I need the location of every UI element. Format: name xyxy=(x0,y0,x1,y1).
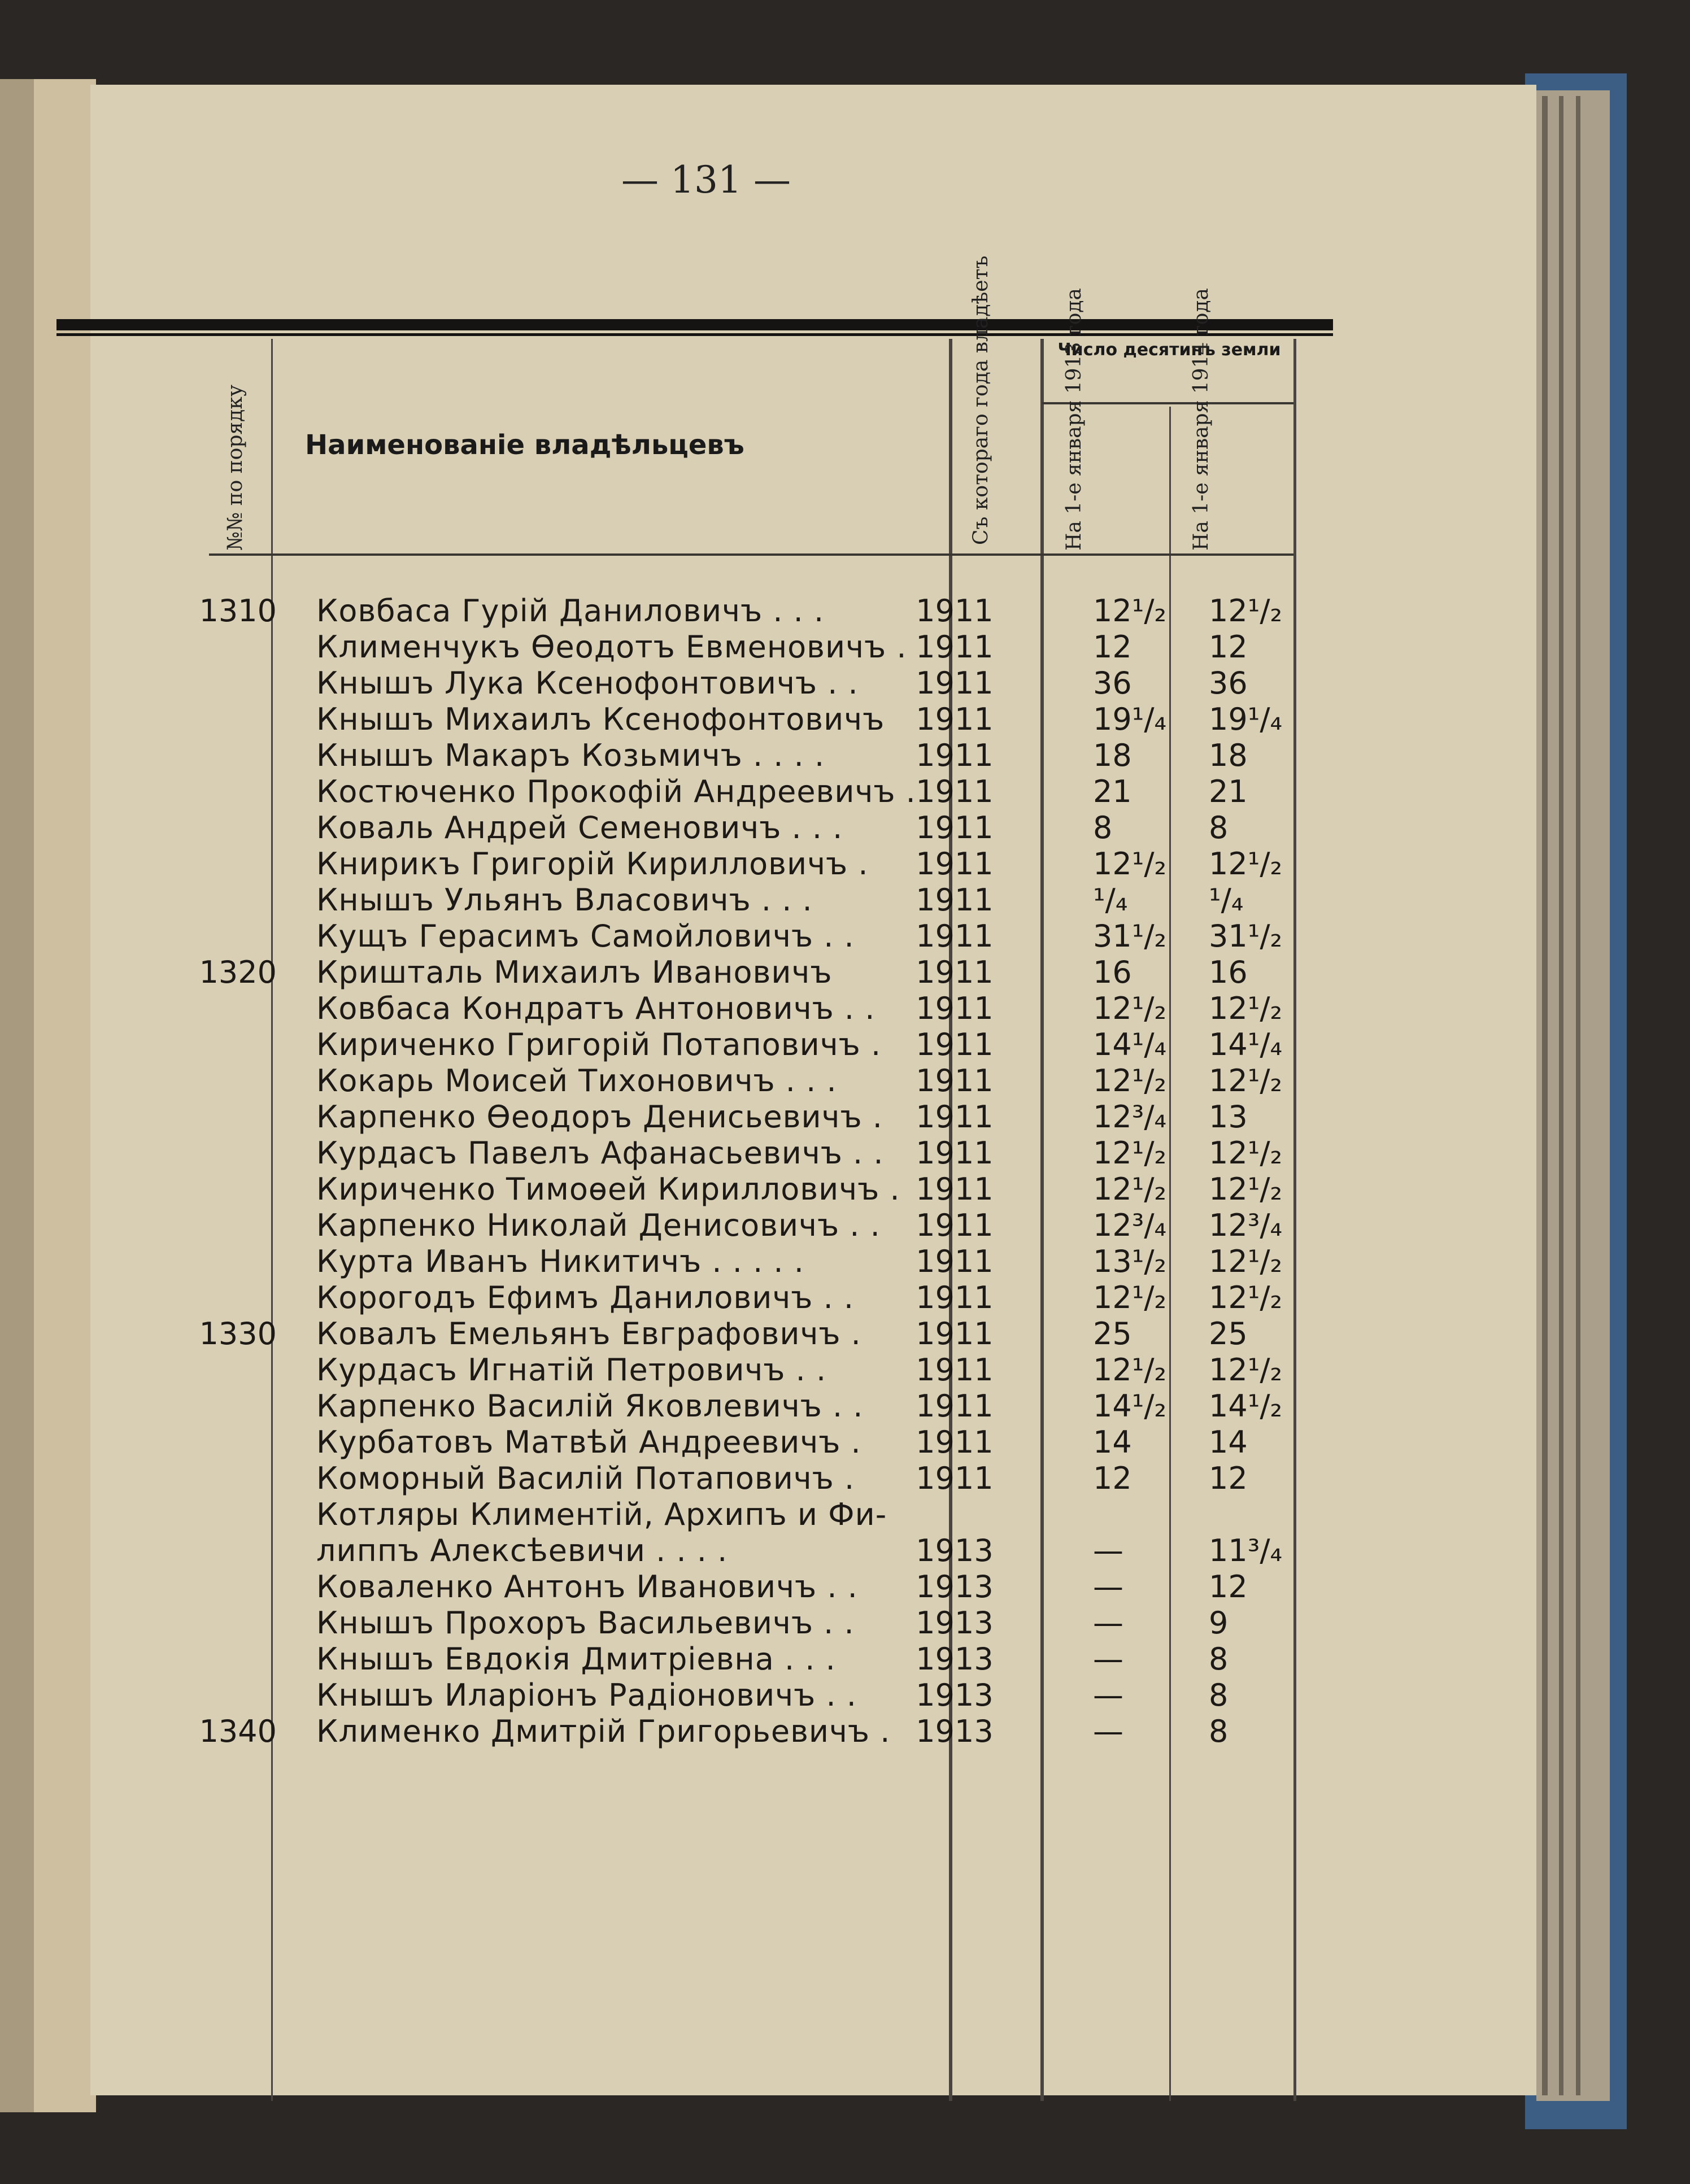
table-row xyxy=(0,1063,1446,1099)
land-1913-cell: 25 xyxy=(1093,1316,1132,1352)
header-bottom-rule xyxy=(209,553,1293,556)
year-owned-cell: 1913 xyxy=(916,1605,994,1641)
land-1914-cell: 12³/₄ xyxy=(1209,1207,1283,1243)
land-1914-cell: 12¹/₂ xyxy=(1209,991,1283,1026)
owner-name-cell: Костюченко Прокофій Андреевичъ . xyxy=(316,774,916,809)
table-row xyxy=(0,1352,1446,1388)
year-owned-cell: 1911 xyxy=(916,1388,994,1424)
table-row xyxy=(0,1714,1446,1750)
land-1913-cell: 12¹/₂ xyxy=(1093,1063,1167,1098)
table-row xyxy=(0,882,1446,918)
owner-name-cell: Курбатовъ Матвѣй Андреевичъ . xyxy=(316,1424,861,1460)
year-owned-cell: 1911 xyxy=(916,1171,994,1207)
land-1914-cell: 19¹/₄ xyxy=(1209,701,1283,737)
header-year-owned: Съ котораго года владѣетъ xyxy=(969,255,992,545)
owner-name-cell: Кокарь Моисей Тихоновичъ . . . xyxy=(316,1063,837,1098)
land-1913-cell: — xyxy=(1093,1605,1123,1641)
table-row xyxy=(0,954,1446,991)
table-row xyxy=(0,1316,1446,1352)
year-owned-cell: 1911 xyxy=(916,593,994,629)
order-number-cell: 1340 xyxy=(199,1714,277,1749)
land-1914-cell: 14 xyxy=(1209,1424,1248,1460)
owner-name-cell: Коваленко Антонъ Ивановичъ . . xyxy=(316,1569,858,1605)
table-row xyxy=(0,1388,1446,1424)
land-1913-cell: 13¹/₂ xyxy=(1093,1244,1167,1279)
land-1913-cell: 14 xyxy=(1093,1424,1132,1460)
year-owned-cell: 1913 xyxy=(916,1641,994,1677)
table-top-rule xyxy=(56,319,1333,330)
land-1913-cell: 12¹/₂ xyxy=(1093,846,1167,882)
table-row xyxy=(0,1099,1446,1135)
owner-name-cell: Котляры Климентій, Архипъ и Фи- xyxy=(316,1497,887,1532)
year-owned-cell: 1911 xyxy=(916,1352,994,1388)
owner-name-cell: Карпенко Василій Яковлевичъ . . xyxy=(316,1388,864,1424)
owner-name-cell: Кнышъ Михаилъ Ксенофонтовичъ xyxy=(316,701,885,737)
land-1913-cell: 12¹/₂ xyxy=(1093,1171,1167,1207)
land-1914-cell: 36 xyxy=(1209,665,1248,701)
land-1913-cell: 12¹/₂ xyxy=(1093,991,1167,1026)
table-row xyxy=(0,774,1446,810)
table-row xyxy=(0,701,1446,738)
land-1913-cell: 12 xyxy=(1093,629,1132,665)
land-1914-cell: 13 xyxy=(1209,1099,1248,1135)
land-1914-cell: 11³/₄ xyxy=(1209,1533,1283,1568)
order-number-cell: 1330 xyxy=(199,1316,277,1352)
table-row xyxy=(0,846,1446,882)
year-owned-cell: 1911 xyxy=(916,629,994,665)
land-1914-cell: 8 xyxy=(1209,1677,1229,1713)
land-1913-cell: 14¹/₂ xyxy=(1093,1388,1167,1424)
order-number-cell: 1320 xyxy=(199,954,277,990)
table-row xyxy=(0,1027,1446,1063)
table-row xyxy=(0,1497,1446,1533)
land-1913-cell: 19¹/₄ xyxy=(1093,701,1167,737)
owner-name-cell: Кнышъ Евдокія Дмитріевна . . . xyxy=(316,1641,836,1677)
land-1914-cell: 12¹/₂ xyxy=(1209,1063,1283,1098)
year-owned-cell: 1911 xyxy=(916,1316,994,1352)
land-1914-cell: 8 xyxy=(1209,810,1229,845)
year-owned-cell: 1911 xyxy=(916,701,994,737)
table-row xyxy=(0,1569,1446,1605)
year-owned-cell: 1911 xyxy=(916,1280,994,1315)
table-row xyxy=(0,629,1446,665)
owner-name-cell: Кнышъ Прохоръ Васильевичъ . . xyxy=(316,1605,855,1641)
land-1913-cell: 12¹/₂ xyxy=(1093,1352,1167,1388)
owner-name-cell: Кришталь Михаилъ Ивановичъ xyxy=(316,954,833,990)
table-row xyxy=(0,1171,1446,1207)
header-1913: На 1-е января 1913 года xyxy=(1062,288,1086,551)
owner-name-cell: Курдасъ Игнатій Петровичъ . . xyxy=(316,1352,827,1388)
land-1914-cell: 31¹/₂ xyxy=(1209,918,1283,954)
order-number-cell: 1310 xyxy=(199,593,277,629)
land-1914-cell: 25 xyxy=(1209,1316,1248,1352)
owner-name-cell: Коморный Василій Потаповичъ . xyxy=(316,1461,855,1496)
land-1913-cell: 14¹/₄ xyxy=(1093,1027,1167,1062)
year-owned-cell: 1911 xyxy=(916,1424,994,1460)
land-1914-cell: 9 xyxy=(1209,1605,1229,1641)
owner-name-cell: Ковалъ Емельянъ Евграфовичъ . xyxy=(316,1316,861,1352)
year-owned-cell: 1911 xyxy=(916,882,994,918)
year-owned-cell: 1911 xyxy=(916,1207,994,1243)
land-1914-cell: 12 xyxy=(1209,1569,1248,1605)
year-owned-cell: 1911 xyxy=(916,774,994,809)
land-1914-cell: 12¹/₂ xyxy=(1209,846,1283,882)
header-1914: На 1-е января 1914 года xyxy=(1190,288,1213,551)
page-number: — 131 — xyxy=(621,158,791,202)
table-row xyxy=(0,738,1446,774)
land-1914-cell: 12¹/₂ xyxy=(1209,1352,1283,1388)
year-owned-cell: 1911 xyxy=(916,1099,994,1135)
table-row xyxy=(0,1207,1446,1244)
land-1913-cell: — xyxy=(1093,1569,1123,1605)
land-1914-cell: 12 xyxy=(1209,629,1248,665)
land-1913-cell: 12¹/₂ xyxy=(1093,593,1167,629)
land-1913-cell: 36 xyxy=(1093,665,1132,701)
owner-name-cell: Кириченко Григорій Потаповичъ . xyxy=(316,1027,882,1062)
owner-name-cell: Курта Иванъ Никитичъ . . . . . xyxy=(316,1244,804,1279)
owner-name-cell: Клименко Дмитрій Григорьевичъ . xyxy=(316,1714,891,1749)
table-row xyxy=(0,1244,1446,1280)
owner-name-cell: Книрикъ Григорій Кирилловичъ . xyxy=(316,846,869,882)
land-1913-cell: — xyxy=(1093,1641,1123,1677)
land-1914-cell: 12¹/₂ xyxy=(1209,1171,1283,1207)
land-1913-cell: 12¹/₂ xyxy=(1093,1135,1167,1171)
land-1914-cell: 21 xyxy=(1209,774,1248,809)
land-1913-cell: 31¹/₂ xyxy=(1093,918,1167,954)
year-owned-cell: 1911 xyxy=(916,1461,994,1496)
land-1914-cell: 12¹/₂ xyxy=(1209,593,1283,629)
owner-name-cell: Кнышъ Макаръ Козьмичъ . . . . xyxy=(316,738,825,773)
table-row xyxy=(0,593,1446,629)
land-1914-cell: ¹/₄ xyxy=(1209,882,1244,918)
owner-name-cell: Карпенко Ѳеодоръ Денисьевичъ . xyxy=(316,1099,883,1135)
year-owned-cell: 1911 xyxy=(916,846,994,882)
owner-name-cell: Клименчукъ Ѳеодотъ Евменовичъ . xyxy=(316,629,907,665)
table-row xyxy=(0,991,1446,1027)
land-1914-cell: 8 xyxy=(1209,1714,1229,1749)
header-land-count: Число десятинъ земли xyxy=(1057,340,1281,360)
table-row xyxy=(0,1533,1446,1569)
header-owner-names: Наименованіе владѣльцевъ xyxy=(305,429,744,461)
land-1914-cell: 14¹/₄ xyxy=(1209,1027,1283,1062)
table-row xyxy=(0,1461,1446,1497)
owner-name-cell: Курдасъ Павелъ Афанасьевичъ . . xyxy=(316,1135,884,1171)
owner-name-cell: Корогодъ Ефимъ Даниловичъ . . xyxy=(316,1280,855,1315)
land-1913-cell: 12¹/₂ xyxy=(1093,1280,1167,1315)
year-owned-cell: 1913 xyxy=(916,1569,994,1605)
owner-name-cell: Кнышъ Иларіонъ Радіоновичъ . . xyxy=(316,1677,857,1713)
land-1913-cell: 12³/₄ xyxy=(1093,1099,1167,1135)
table-row xyxy=(0,1424,1446,1461)
header-order-number: №№ по порядку xyxy=(224,385,247,551)
land-1914-cell: 18 xyxy=(1209,738,1248,773)
land-1913-cell: — xyxy=(1093,1533,1123,1568)
owner-name-cell: Карпенко Николай Денисовичъ . . xyxy=(316,1207,881,1243)
land-1914-cell: 14¹/₂ xyxy=(1209,1388,1283,1424)
year-owned-cell: 1913 xyxy=(916,1533,994,1568)
land-1913-cell: — xyxy=(1093,1677,1123,1713)
owner-name-cell: липпъ Алексѣевичи . . . . xyxy=(316,1533,728,1568)
land-1914-cell: 16 xyxy=(1209,954,1248,990)
owner-name-cell: Коваль Андрей Семеновичъ . . . xyxy=(316,810,843,845)
year-owned-cell: 1913 xyxy=(916,1677,994,1713)
land-1913-cell: 12³/₄ xyxy=(1093,1207,1167,1243)
land-1913-cell: 16 xyxy=(1093,954,1132,990)
year-owned-cell: 1911 xyxy=(916,1244,994,1279)
land-1914-cell: 12 xyxy=(1209,1461,1248,1496)
land-1914-cell: 12¹/₂ xyxy=(1209,1244,1283,1279)
table-row xyxy=(0,918,1446,954)
owner-name-cell: Кнышъ Лука Ксенофонтовичъ . . xyxy=(316,665,859,701)
owner-name-cell: Кущъ Герасимъ Самойловичъ . . xyxy=(316,918,855,954)
land-1913-cell: 12 xyxy=(1093,1461,1132,1496)
land-1914-cell: 12¹/₂ xyxy=(1209,1135,1283,1171)
year-owned-cell: 1913 xyxy=(916,1714,994,1749)
year-owned-cell: 1911 xyxy=(916,1027,994,1062)
year-owned-cell: 1911 xyxy=(916,1063,994,1098)
land-1913-cell: 21 xyxy=(1093,774,1132,809)
table-row xyxy=(0,1641,1446,1677)
land-1914-cell: 12¹/₂ xyxy=(1209,1280,1283,1315)
table-top-rule-thin xyxy=(56,333,1333,336)
table-row xyxy=(0,1605,1446,1641)
owner-name-cell: Ковбаса Гурій Даниловичъ . . . xyxy=(316,593,825,629)
table-row xyxy=(0,665,1446,701)
year-owned-cell: 1911 xyxy=(916,810,994,845)
year-owned-cell: 1911 xyxy=(916,665,994,701)
land-1913-cell: 18 xyxy=(1093,738,1132,773)
table-row xyxy=(0,1135,1446,1171)
owner-name-cell: Кириченко Тимоѳей Кирилловичъ . xyxy=(316,1171,900,1207)
owner-name-cell: Ковбаса Кондратъ Антоновичъ . . xyxy=(316,991,876,1026)
year-owned-cell: 1911 xyxy=(916,918,994,954)
year-owned-cell: 1911 xyxy=(916,991,994,1026)
land-1913-cell: 8 xyxy=(1093,810,1113,845)
table-row xyxy=(0,1677,1446,1714)
owner-name-cell: Кнышъ Ульянъ Власовичъ . . . xyxy=(316,882,813,918)
land-1913-cell: ¹/₄ xyxy=(1093,882,1128,918)
table-row xyxy=(0,810,1446,846)
year-owned-cell: 1911 xyxy=(916,954,994,990)
land-1913-cell: — xyxy=(1093,1714,1123,1749)
table-row xyxy=(0,1280,1446,1316)
year-owned-cell: 1911 xyxy=(916,738,994,773)
land-1914-cell: 8 xyxy=(1209,1641,1229,1677)
year-owned-cell: 1911 xyxy=(916,1135,994,1171)
